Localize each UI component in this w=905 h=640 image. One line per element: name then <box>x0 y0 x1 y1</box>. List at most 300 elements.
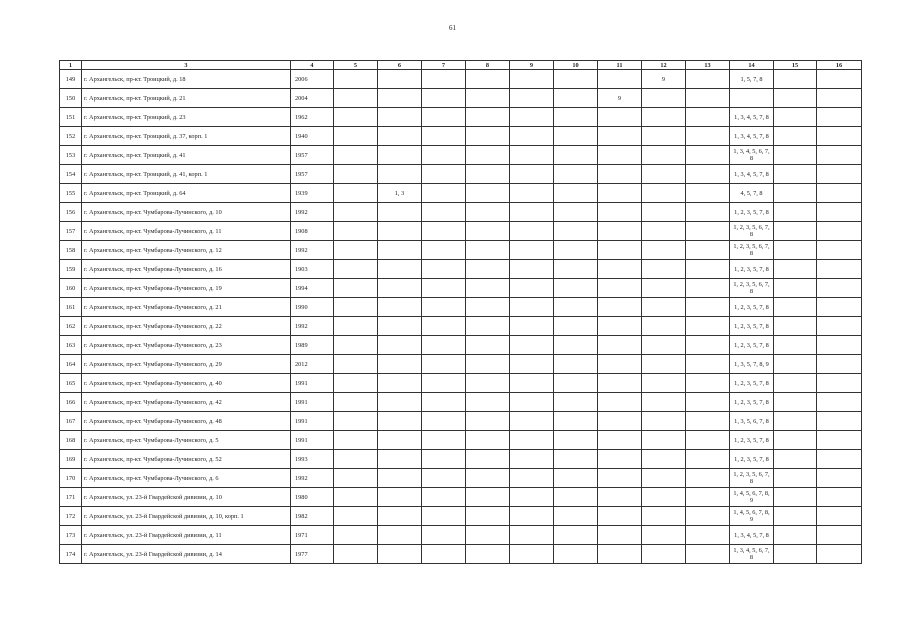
col9-cell <box>510 507 554 526</box>
col15-cell <box>774 279 817 298</box>
col15-cell <box>774 165 817 184</box>
address-cell: г. Архангельск, пр-кт. Чумбарова-Лучинского, д. 11 <box>82 222 291 241</box>
address-cell: г. Архангельск, пр-кт. Чумбарова-Лучинского, д. 29 <box>82 355 291 374</box>
address-cell: г. Архангельск, пр-кт. Чумбарова-Лучинского, д. 48 <box>82 412 291 431</box>
col11-cell <box>598 298 642 317</box>
col7-cell <box>422 146 466 165</box>
col8-cell <box>466 431 510 450</box>
col16-cell <box>817 507 862 526</box>
col8-cell <box>466 108 510 127</box>
col8-cell <box>466 317 510 336</box>
col10-cell <box>554 165 598 184</box>
table-row <box>60 488 862 507</box>
address-cell: г. Архангельск, пр-кт. Троицкий, д. 64 <box>82 184 291 203</box>
col12-cell <box>642 507 686 526</box>
col13-cell <box>686 184 730 203</box>
col13-cell <box>686 127 730 146</box>
table-row <box>60 431 862 450</box>
col8-cell <box>466 165 510 184</box>
col12-cell <box>642 203 686 222</box>
col5-cell <box>334 412 378 431</box>
col9-cell <box>510 488 554 507</box>
buildings-table <box>59 60 862 564</box>
col8-cell <box>466 507 510 526</box>
col15-cell <box>774 108 817 127</box>
col13-cell <box>686 355 730 374</box>
col11-cell <box>598 545 642 564</box>
col5-cell <box>334 298 378 317</box>
col9-cell <box>510 526 554 545</box>
col7-cell <box>422 393 466 412</box>
year-cell: 1957 <box>291 146 334 165</box>
year-cell: 1992 <box>291 469 334 488</box>
col6-cell <box>378 108 422 127</box>
col12-cell <box>642 241 686 260</box>
col8-cell <box>466 298 510 317</box>
col11-cell <box>598 393 642 412</box>
col14-cell: 1, 4, 5, 6, 7, 8, 9 <box>730 488 774 507</box>
year-cell: 2006 <box>291 70 334 89</box>
col10-cell <box>554 222 598 241</box>
col14-cell: 1, 3, 4, 5, 7, 8 <box>730 127 774 146</box>
col10-cell <box>554 507 598 526</box>
col14-cell: 1, 2, 3, 5, 7, 8 <box>730 260 774 279</box>
col15-cell <box>774 450 817 469</box>
col6-cell <box>378 412 422 431</box>
col9-cell <box>510 146 554 165</box>
col10-cell <box>554 89 598 108</box>
col9-cell <box>510 260 554 279</box>
col7-cell <box>422 222 466 241</box>
col11-cell <box>598 70 642 89</box>
col12-cell <box>642 526 686 545</box>
row-number-cell: 166 <box>60 393 82 412</box>
col10-cell <box>554 260 598 279</box>
col6-cell <box>378 336 422 355</box>
col16-cell <box>817 260 862 279</box>
col13-cell <box>686 89 730 108</box>
col11-cell <box>598 507 642 526</box>
address-cell: г. Архангельск, ул. 23-й Гвардейской дивизии, д. 10, корп. 1 <box>82 507 291 526</box>
col7-cell <box>422 108 466 127</box>
col16-cell <box>817 298 862 317</box>
col14-cell: 1, 3, 5, 7, 8, 9 <box>730 355 774 374</box>
col6-cell <box>378 526 422 545</box>
col5-cell <box>334 545 378 564</box>
table-row <box>60 317 862 336</box>
col13-cell <box>686 393 730 412</box>
row-number-cell: 170 <box>60 469 82 488</box>
col11-cell <box>598 469 642 488</box>
row-number-cell: 156 <box>60 203 82 222</box>
col6-cell <box>378 222 422 241</box>
table-row <box>60 412 862 431</box>
year-cell: 1962 <box>291 108 334 127</box>
col12-cell <box>642 165 686 184</box>
col10-cell <box>554 355 598 374</box>
address-cell: г. Архангельск, пр-кт. Чумбарова-Лучинского, д. 16 <box>82 260 291 279</box>
year-cell: 1990 <box>291 298 334 317</box>
col5-cell <box>334 89 378 108</box>
col6-cell <box>378 70 422 89</box>
row-number-cell: 151 <box>60 108 82 127</box>
col12-cell <box>642 317 686 336</box>
table-row <box>60 146 862 165</box>
col16-cell <box>817 469 862 488</box>
col14-cell: 4, 5, 7, 8 <box>730 184 774 203</box>
col12-cell <box>642 108 686 127</box>
year-cell: 1971 <box>291 526 334 545</box>
col5-cell <box>334 488 378 507</box>
col12-cell <box>642 469 686 488</box>
col14-cell: 1, 3, 4, 5, 6, 7, 8 <box>730 545 774 564</box>
col13-cell <box>686 545 730 564</box>
col9-cell <box>510 108 554 127</box>
col5-cell <box>334 184 378 203</box>
col15-cell <box>774 203 817 222</box>
col14-cell: 1, 2, 3, 5, 6, 7, 8 <box>730 469 774 488</box>
col5-cell <box>334 108 378 127</box>
year-cell: 1991 <box>291 393 334 412</box>
col14-cell: 1, 3, 4, 5, 7, 8 <box>730 108 774 127</box>
col7-cell <box>422 89 466 108</box>
col9-cell <box>510 165 554 184</box>
col13-cell <box>686 298 730 317</box>
col13-cell <box>686 146 730 165</box>
col8-cell <box>466 279 510 298</box>
col6-cell <box>378 146 422 165</box>
col13-cell <box>686 203 730 222</box>
col13-cell <box>686 260 730 279</box>
col12-cell <box>642 488 686 507</box>
col6-cell <box>378 260 422 279</box>
col14-cell: 1, 2, 3, 5, 6, 7, 8 <box>730 241 774 260</box>
col16-cell <box>817 127 862 146</box>
column-header: 11 <box>598 61 642 70</box>
col16-cell <box>817 526 862 545</box>
col10-cell <box>554 184 598 203</box>
col10-cell <box>554 203 598 222</box>
col9-cell <box>510 469 554 488</box>
col15-cell <box>774 336 817 355</box>
col11-cell <box>598 431 642 450</box>
col16-cell <box>817 450 862 469</box>
col16-cell <box>817 222 862 241</box>
column-header: 15 <box>774 61 817 70</box>
address-cell: г. Архангельск, пр-кт. Троицкий, д. 41, корп. 1 <box>82 165 291 184</box>
col5-cell <box>334 526 378 545</box>
col7-cell <box>422 70 466 89</box>
col7-cell <box>422 184 466 203</box>
col8-cell <box>466 526 510 545</box>
year-cell: 1992 <box>291 241 334 260</box>
row-number-cell: 150 <box>60 89 82 108</box>
col15-cell <box>774 507 817 526</box>
col15-cell <box>774 89 817 108</box>
col11-cell <box>598 374 642 393</box>
col14-cell: 1, 3, 4, 5, 6, 7, 8 <box>730 146 774 165</box>
col8-cell <box>466 469 510 488</box>
col12-cell <box>642 431 686 450</box>
col15-cell <box>774 260 817 279</box>
col8-cell <box>466 203 510 222</box>
col6-cell <box>378 431 422 450</box>
col5-cell <box>334 241 378 260</box>
col7-cell <box>422 165 466 184</box>
row-number-cell: 160 <box>60 279 82 298</box>
table-row <box>60 279 862 298</box>
col9-cell <box>510 279 554 298</box>
col15-cell <box>774 545 817 564</box>
col14-cell: 1, 4, 5, 6, 7, 8, 9 <box>730 507 774 526</box>
col7-cell <box>422 545 466 564</box>
col12-cell <box>642 146 686 165</box>
col10-cell <box>554 488 598 507</box>
col8-cell <box>466 488 510 507</box>
row-number-cell: 162 <box>60 317 82 336</box>
col6-cell <box>378 203 422 222</box>
col7-cell <box>422 355 466 374</box>
column-header: 7 <box>422 61 466 70</box>
col5-cell <box>334 374 378 393</box>
col16-cell <box>817 70 862 89</box>
col7-cell <box>422 279 466 298</box>
col13-cell <box>686 165 730 184</box>
address-cell: г. Архангельск, пр-кт. Троицкий, д. 41 <box>82 146 291 165</box>
table-row <box>60 165 862 184</box>
year-cell: 1903 <box>291 260 334 279</box>
col11-cell <box>598 146 642 165</box>
col16-cell <box>817 488 862 507</box>
col16-cell <box>817 203 862 222</box>
table-row <box>60 545 862 564</box>
col9-cell <box>510 70 554 89</box>
table-row <box>60 260 862 279</box>
col6-cell <box>378 450 422 469</box>
col9-cell <box>510 412 554 431</box>
col16-cell <box>817 89 862 108</box>
col11-cell <box>598 355 642 374</box>
address-cell: г. Архангельск, пр-кт. Чумбарова-Лучинского, д. 52 <box>82 450 291 469</box>
table-row <box>60 374 862 393</box>
col13-cell <box>686 469 730 488</box>
column-header: 8 <box>466 61 510 70</box>
col13-cell <box>686 374 730 393</box>
col16-cell <box>817 393 862 412</box>
col11-cell <box>598 317 642 336</box>
col8-cell <box>466 374 510 393</box>
col14-cell <box>730 89 774 108</box>
col5-cell <box>334 336 378 355</box>
col8-cell <box>466 241 510 260</box>
col12-cell <box>642 412 686 431</box>
col16-cell <box>817 355 862 374</box>
address-cell: г. Архангельск, ул. 23-й Гвардейской дивизии, д. 10 <box>82 488 291 507</box>
table-row <box>60 108 862 127</box>
col13-cell <box>686 317 730 336</box>
col12-cell <box>642 279 686 298</box>
col7-cell <box>422 260 466 279</box>
year-cell: 1980 <box>291 488 334 507</box>
col5-cell <box>334 165 378 184</box>
address-cell: г. Архангельск, пр-кт. Чумбарова-Лучинского, д. 5 <box>82 431 291 450</box>
col12-cell <box>642 336 686 355</box>
col16-cell <box>817 165 862 184</box>
col15-cell <box>774 412 817 431</box>
col14-cell: 1, 2, 3, 5, 7, 8 <box>730 336 774 355</box>
row-number-cell: 167 <box>60 412 82 431</box>
col7-cell <box>422 203 466 222</box>
col15-cell <box>774 127 817 146</box>
col13-cell <box>686 507 730 526</box>
col13-cell <box>686 412 730 431</box>
col5-cell <box>334 146 378 165</box>
col8-cell <box>466 355 510 374</box>
col8-cell <box>466 89 510 108</box>
col11-cell <box>598 488 642 507</box>
col12-cell <box>642 184 686 203</box>
year-cell: 1939 <box>291 184 334 203</box>
col12-cell: 9 <box>642 70 686 89</box>
col6-cell <box>378 507 422 526</box>
column-header: 3 <box>82 61 291 70</box>
col9-cell <box>510 298 554 317</box>
col15-cell <box>774 393 817 412</box>
col11-cell <box>598 450 642 469</box>
col9-cell <box>510 355 554 374</box>
col10-cell <box>554 545 598 564</box>
col14-cell: 1, 2, 3, 5, 6, 7, 8 <box>730 279 774 298</box>
col8-cell <box>466 450 510 469</box>
col11-cell <box>598 241 642 260</box>
year-cell: 2012 <box>291 355 334 374</box>
col9-cell <box>510 222 554 241</box>
col6-cell: 1, 3 <box>378 184 422 203</box>
year-cell: 1994 <box>291 279 334 298</box>
col6-cell <box>378 469 422 488</box>
col7-cell <box>422 298 466 317</box>
col8-cell <box>466 184 510 203</box>
table-row <box>60 469 862 488</box>
col6-cell <box>378 355 422 374</box>
table-row <box>60 336 862 355</box>
col5-cell <box>334 507 378 526</box>
col9-cell <box>510 374 554 393</box>
col12-cell <box>642 89 686 108</box>
col6-cell <box>378 279 422 298</box>
table-row <box>60 127 862 146</box>
col8-cell <box>466 393 510 412</box>
col8-cell <box>466 545 510 564</box>
col13-cell <box>686 450 730 469</box>
row-number-cell: 165 <box>60 374 82 393</box>
col14-cell: 1, 2, 3, 5, 6, 7, 8 <box>730 222 774 241</box>
col15-cell <box>774 317 817 336</box>
address-cell: г. Архангельск, пр-кт. Чумбарова-Лучинского, д. 22 <box>82 317 291 336</box>
col15-cell <box>774 146 817 165</box>
row-number-cell: 168 <box>60 431 82 450</box>
col5-cell <box>334 222 378 241</box>
table-row <box>60 222 862 241</box>
row-number-cell: 169 <box>60 450 82 469</box>
col13-cell <box>686 222 730 241</box>
col5-cell <box>334 317 378 336</box>
year-cell: 1991 <box>291 374 334 393</box>
col13-cell <box>686 431 730 450</box>
row-number-cell: 161 <box>60 298 82 317</box>
col16-cell <box>817 545 862 564</box>
column-header: 10 <box>554 61 598 70</box>
col9-cell <box>510 393 554 412</box>
col6-cell <box>378 241 422 260</box>
col6-cell <box>378 165 422 184</box>
address-cell: г. Архангельск, пр-кт. Чумбарова-Лучинского, д. 42 <box>82 393 291 412</box>
col6-cell <box>378 127 422 146</box>
col12-cell <box>642 545 686 564</box>
row-number-cell: 157 <box>60 222 82 241</box>
col15-cell <box>774 526 817 545</box>
col9-cell <box>510 89 554 108</box>
col13-cell <box>686 279 730 298</box>
col5-cell <box>334 70 378 89</box>
column-header: 1 <box>60 61 82 70</box>
address-cell: г. Архангельск, пр-кт. Чумбарова-Лучинского, д. 40 <box>82 374 291 393</box>
col13-cell <box>686 526 730 545</box>
col7-cell <box>422 526 466 545</box>
year-cell: 2004 <box>291 89 334 108</box>
col16-cell <box>817 146 862 165</box>
col15-cell <box>774 222 817 241</box>
col13-cell <box>686 336 730 355</box>
col12-cell <box>642 374 686 393</box>
col16-cell <box>817 431 862 450</box>
col15-cell <box>774 469 817 488</box>
col9-cell <box>510 241 554 260</box>
col10-cell <box>554 374 598 393</box>
col11-cell <box>598 165 642 184</box>
col10-cell <box>554 127 598 146</box>
col11-cell <box>598 222 642 241</box>
col5-cell <box>334 469 378 488</box>
address-cell: г. Архангельск, пр-кт. Чумбарова-Лучинского, д. 10 <box>82 203 291 222</box>
col11-cell <box>598 184 642 203</box>
row-number-cell: 164 <box>60 355 82 374</box>
table-row <box>60 507 862 526</box>
col15-cell <box>774 298 817 317</box>
col11-cell <box>598 260 642 279</box>
col16-cell <box>817 317 862 336</box>
col6-cell <box>378 298 422 317</box>
col16-cell <box>817 108 862 127</box>
col14-cell: 1, 2, 3, 5, 7, 8 <box>730 374 774 393</box>
col14-cell: 1, 3, 5, 6, 7, 8 <box>730 412 774 431</box>
col16-cell <box>817 184 862 203</box>
col8-cell <box>466 70 510 89</box>
address-cell: г. Архангельск, ул. 23-й Гвардейской дивизии, д. 11 <box>82 526 291 545</box>
year-cell: 1957 <box>291 165 334 184</box>
address-cell: г. Архангельск, ул. 23-й Гвардейской дивизии, д. 14 <box>82 545 291 564</box>
col7-cell <box>422 507 466 526</box>
col5-cell <box>334 203 378 222</box>
col12-cell <box>642 355 686 374</box>
page-number: 61 <box>449 24 456 32</box>
col10-cell <box>554 241 598 260</box>
col6-cell <box>378 488 422 507</box>
year-cell: 1991 <box>291 431 334 450</box>
col12-cell <box>642 450 686 469</box>
col7-cell <box>422 241 466 260</box>
col9-cell <box>510 431 554 450</box>
